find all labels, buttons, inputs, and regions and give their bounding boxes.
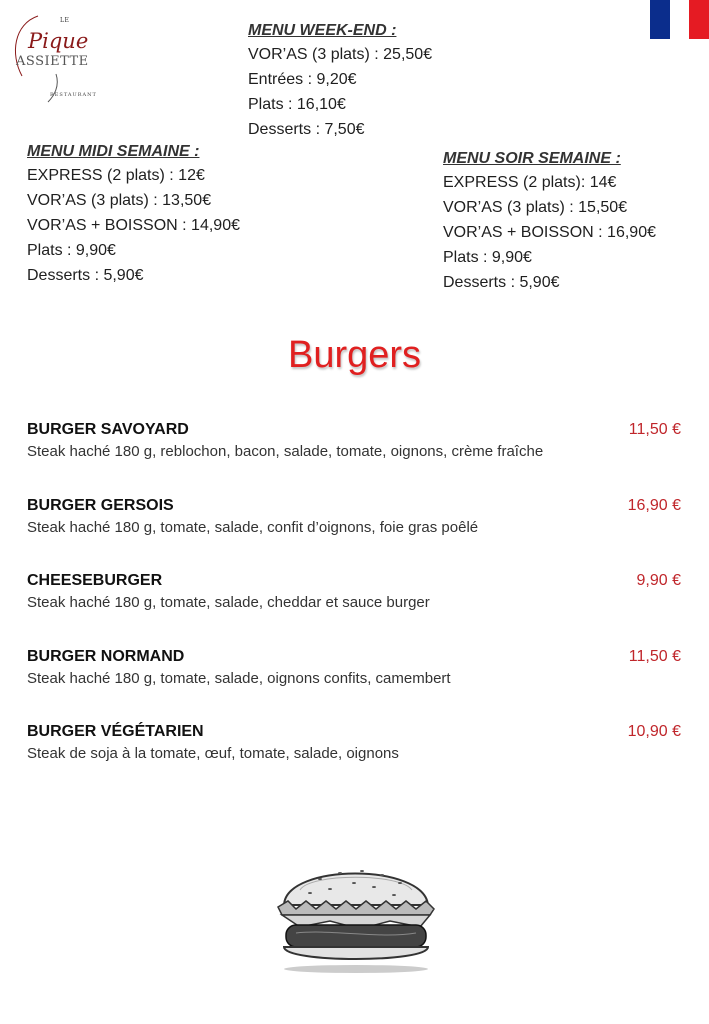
list-item [27,646,687,722]
menu-soir-line: EXPRESS (2 plats): 14€ [443,174,617,191]
list-item [27,570,687,646]
menu-weekend-heading: MENU WEEK-END : [248,22,397,39]
burger-name: BURGER NORMAND [27,647,185,665]
menu-soir-line: Plats : 9,90€ [443,249,532,266]
burger-price: 11,50 € [628,647,681,665]
burger-name: BURGER VÉGÉTARIEN [27,723,204,740]
burger-name: BURGER GERSOIS [27,496,174,514]
list-item [27,495,687,571]
menu-midi-line: Desserts : 5,90€ [27,267,144,284]
menu-weekend-line: VOR’AS (3 plats) : 25,50€ [248,46,433,63]
burger-description: Steak haché 180 g, reblochon, bacon, salade, tomate, oignons, crème fraîche [27,443,544,460]
burger-price: 10,90 € [627,723,681,740]
menu-soir-semaine [443,150,656,295]
burger-description: Steak haché 180 g, tomate, salade, oignons confits, camembert [27,669,451,687]
menu-soir-line: Desserts : 5,90€ [443,274,560,291]
burger-price: 16,90 € [627,496,681,514]
menu-weekend-line: Entrées : 9,20€ [248,71,357,88]
burger-price: 11,50 € [628,421,681,438]
section-title: Burgers [287,334,422,376]
flag-red-stripe [689,0,709,39]
burger-description: Steak de soja à la tomate, œuf, tomate, salade, oignons [27,745,399,762]
burger-price: 9,90 € [636,572,681,589]
menu-weekend [248,22,432,142]
burger-illustration-icon [270,845,440,975]
flag-blue-stripe [650,0,670,39]
logo-restaurant: RESTAURANT [50,92,97,98]
flag-white-stripe [670,0,690,39]
menu-weekend-line: Plats : 16,10€ [248,96,346,113]
menu-midi-line: VOR’AS (3 plats) : 13,50€ [27,192,212,209]
french-flag-icon[interactable] [650,0,709,39]
menu-weekend-line: Desserts : 7,50€ [248,121,365,138]
burger-description: Steak haché 180 g, tomate, salade, confit d’oignons, foie gras poêlé [27,518,479,536]
list-item [27,721,687,797]
burger-description: Steak haché 180 g, tomate, salade, cheddar et sauce burger [27,594,430,611]
menu-midi-line: EXPRESS (2 plats) : 12€ [27,167,205,184]
restaurant-logo [8,14,108,104]
menu-soir-line: VOR’AS (3 plats) : 15,50€ [443,199,628,216]
logo-le: LE [60,17,70,24]
menu-midi-heading: MENU MIDI SEMAINE : [27,143,200,160]
list-item [27,419,687,495]
menu-midi-line: Plats : 9,90€ [27,242,116,259]
menu-midi-semaine [27,143,240,288]
burger-name: CHEESEBURGER [27,572,163,589]
menu-soir-heading: MENU SOIR SEMAINE : [443,150,621,167]
logo-assiette: ASSIETTE [16,54,89,69]
menu-midi-line: VOR’AS + BOISSON : 14,90€ [27,217,240,234]
logo-pique: Pique [28,29,89,53]
burger-list [27,419,687,797]
burger-name: BURGER SAVOYARD [27,421,189,438]
menu-soir-line: VOR’AS + BOISSON : 16,90€ [443,224,656,241]
